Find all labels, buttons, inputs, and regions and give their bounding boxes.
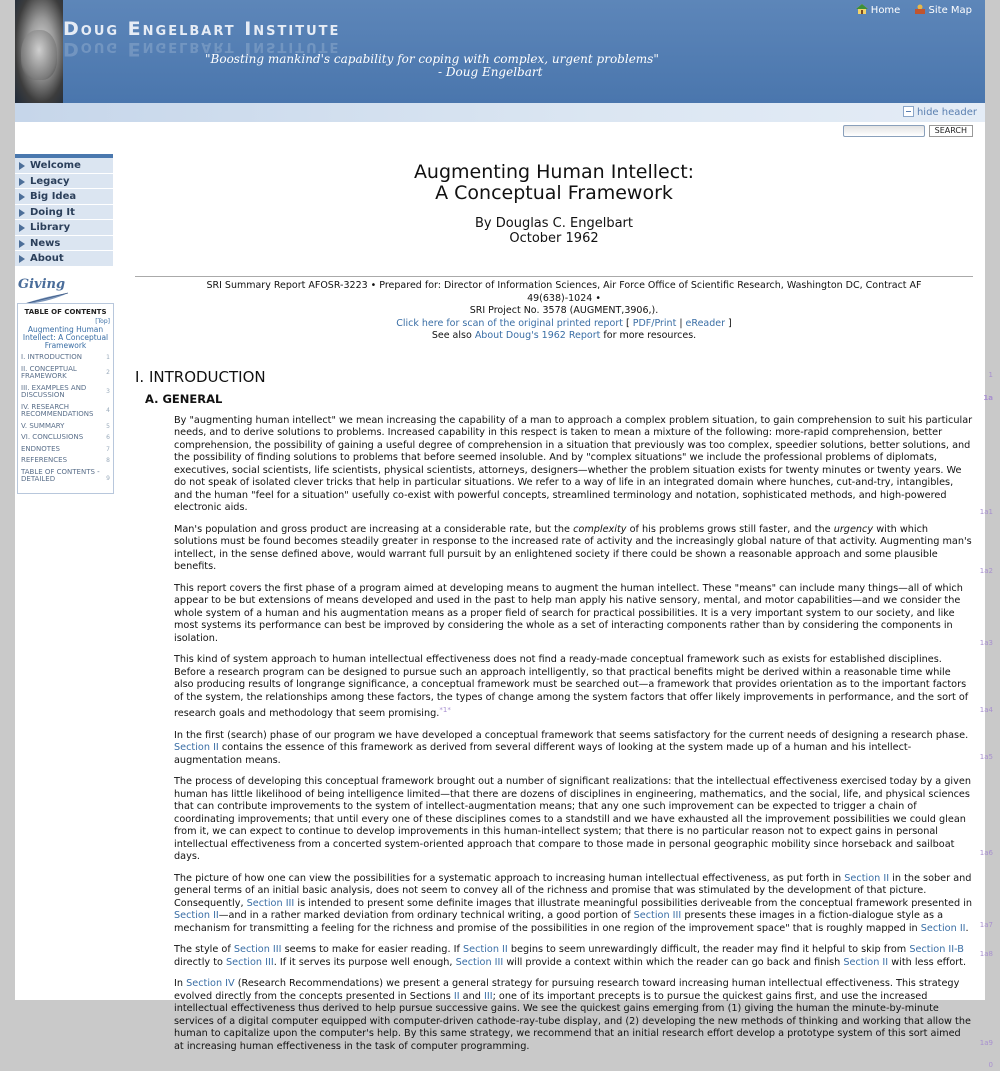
text: The picture of how one can view the possibilities for a systematic approach to increasing human intellectual effectiveness, as put forth in xyxy=(174,872,842,884)
title-line-2: A Conceptual Framework xyxy=(435,182,673,204)
nav-arrow-icon xyxy=(19,255,25,263)
resource-links: Click here for scan of the original printed report [ PDF/Print | eReader ] xyxy=(396,317,732,329)
search-bar xyxy=(843,125,973,137)
site-logo[interactable]: Doug Engelbart Institute xyxy=(63,18,341,40)
section-link[interactable]: Section III xyxy=(633,910,682,922)
toc-item-number: 5 xyxy=(106,422,110,430)
pdf-link[interactable]: PDF/Print xyxy=(632,317,677,329)
section-link[interactable]: Section III xyxy=(226,956,274,968)
toc-item-label: ENDNOTES xyxy=(21,444,60,453)
paragraph xyxy=(174,944,993,969)
para-number[interactable]: 0 xyxy=(988,1060,993,1069)
site-logo-reflection: Doug Engelbart Institute xyxy=(63,38,341,60)
hide-header-label: hide header xyxy=(916,107,977,118)
toc-item-label: REFERENCES xyxy=(21,456,68,464)
nav-label: Library xyxy=(30,222,71,233)
toc-item-number: 8 xyxy=(106,457,110,464)
toc-title: TABLE OF CONTENTS xyxy=(24,308,107,316)
toc-item[interactable] xyxy=(21,446,110,454)
header-subbar xyxy=(15,103,985,122)
engelbart-photo xyxy=(15,0,63,103)
paragraph xyxy=(174,729,993,768)
nav-item-legacy[interactable] xyxy=(15,174,113,190)
toc-item-number: 6 xyxy=(106,434,110,441)
search-button[interactable]: SEARCH xyxy=(929,125,973,137)
section-link[interactable]: Section II xyxy=(462,944,508,956)
toc-item[interactable] xyxy=(21,457,110,465)
document-title xyxy=(135,162,973,204)
nav-item-news[interactable] xyxy=(15,236,113,252)
nav-arrow-icon xyxy=(19,193,25,201)
para-number[interactable]: 1a9 xyxy=(979,1038,993,1047)
para-number[interactable]: 1a4 xyxy=(979,706,993,715)
collapse-icon xyxy=(903,106,914,117)
toc-item-label: TABLE OF CONTENTS - DETAILED xyxy=(21,467,100,483)
emphasis: complexity xyxy=(573,523,627,535)
text: directly to xyxy=(174,956,223,968)
nav-item-big-idea[interactable] xyxy=(15,189,113,205)
table-of-contents xyxy=(17,303,114,494)
toc-item[interactable] xyxy=(21,404,110,419)
toc-item[interactable] xyxy=(21,434,110,442)
subsection-title: A. GENERAL xyxy=(145,391,223,406)
date: October 1962 xyxy=(509,231,599,246)
search-input[interactable] xyxy=(843,125,925,137)
text: will provide a context within which the reader can go back and finish xyxy=(506,956,841,968)
para-number[interactable]: 1a xyxy=(983,393,993,402)
section-link[interactable]: Section III xyxy=(233,944,282,956)
toc-list xyxy=(21,354,110,484)
author: By Douglas C. Engelbart xyxy=(475,216,633,231)
toc-item[interactable] xyxy=(21,354,110,362)
paragraph-text: This kind of system approach to human intellectual effectiveness does not find a ready-made conceptual framework such as exists for established disciplines. Before a research program can be designed to pursue such an approach intelligently, so that practical benefits might be derived within a reasonable time while also producing results of longrange significance, a conceptual framework must be searched out—a framework that provides orientation as to the important factors of the system, the relationships among these factors, the types of change among the system factors that offer likely improvements in performance, and the sort of research goals and methodology that seem promising. xyxy=(174,654,969,720)
paragraph-text: This report covers the first phase of a program aimed at developing means to augment the human intellect. These "means" can include many things—all of which appear to be but extensions of means developed and used in the past to help man apply his native sensory, mental, and motor capabilities—and we consider the whole system of a human and his augmentation means as a proper field of search for practical possibilities. It is a very important system to our society, and like most systems its performance can best be improved by considering the whole as a set of interacting components rather than by considering the components in isolation. xyxy=(174,582,963,644)
meta-line-1: SRI Summary Report AFOSR-3223 • Prepared for: Director of Information Sciences, Air Force Office of Scientific Research, Washington DC, Contract AF 49(638)-1024 • xyxy=(206,280,922,304)
home-link-label: Home xyxy=(870,5,901,16)
text: with less effort. xyxy=(891,956,967,968)
toc-item[interactable] xyxy=(21,469,110,484)
hide-header-toggle[interactable] xyxy=(903,106,977,118)
text: In the first (search) phase of our program we have developed a conceptual framework that seems satisfactory for the current needs of designing a research phase. xyxy=(174,729,969,741)
site-map-icon xyxy=(914,4,926,14)
para-number[interactable]: 1a7 xyxy=(979,920,993,929)
meta-line-2: SRI Project No. 3578 (AUGMENT,3906,). xyxy=(469,305,659,316)
section-link[interactable]: Section II xyxy=(174,910,219,922)
section-title: I. INTRODUCTION xyxy=(135,367,266,386)
nav-arrow-icon xyxy=(19,224,25,232)
top-links xyxy=(846,4,972,16)
section-link[interactable]: Section IV xyxy=(186,978,235,990)
toc-item-label: IV. RESEARCH RECOMMENDATIONS xyxy=(21,402,94,418)
section-link[interactable]: Section II xyxy=(844,872,890,884)
nav-label: Big Idea xyxy=(30,191,77,202)
site-header xyxy=(15,0,985,103)
text: In xyxy=(174,978,183,990)
toc-item[interactable] xyxy=(21,423,110,431)
toc-item-number: 1 xyxy=(106,354,110,361)
toc-item[interactable] xyxy=(21,385,110,400)
section-link[interactable]: Section II xyxy=(920,922,966,934)
nav-arrow-icon xyxy=(19,178,25,186)
para-number[interactable]: 1a3 xyxy=(979,638,993,647)
text: (Research Recommendations) we present a general strategy for pursuing research toward increasing human intellectual effectiveness. This strategy evolved directly from the concepts presented in Sections xyxy=(174,978,960,1002)
subsection-heading xyxy=(145,391,993,406)
toc-item-label: V. SUMMARY xyxy=(21,421,65,430)
nav-label: News xyxy=(30,237,61,249)
about-report-link[interactable]: About Doug's 1962 Report xyxy=(474,330,601,341)
paragraph-text: The process of developing this conceptual framework brought out a number of significant realizations: that the intellectual effectiveness exercised today by a given human has little likelihood of being intelligence limited—that there are dozens of disciplines in engineering, mathematics, and the social, life, and physical sciences that can contribute improvements to the system of intellect-augmentation means; that any one such improvement can be expected to trigger a chain of coordinating improvements; that until every one of these disciplines comes to a standstill and we have exhausted all the improvement possibilities we could glean from it, we can expect to continue to develop improvements in this human-intellect system; that there is no particular reason not to expect gains in personal intellectual effectiveness from a concerted system-oriented approach that compare to those made in personal geographic mobility since horseback and sailboat days. xyxy=(174,776,971,863)
nav-arrow-icon xyxy=(19,209,25,217)
section-link[interactable]: Section II xyxy=(174,742,219,754)
paragraph xyxy=(174,654,993,721)
paragraph xyxy=(174,978,993,1053)
toc-item-number: 3 xyxy=(106,387,110,395)
nav-item-welcome[interactable] xyxy=(15,158,113,174)
nav-label: Legacy xyxy=(30,175,70,187)
text: —and in a rather marked deviation from ordinary technical writing, a good portion of xyxy=(218,910,631,922)
toc-item-number: 9 xyxy=(106,474,110,482)
text: begins to seem unrewardingly difficult, the reader may find it helpful to skip from xyxy=(510,944,907,956)
text: The style of xyxy=(174,944,231,956)
nav-item-doing-it[interactable] xyxy=(15,205,113,221)
header-quote xyxy=(205,53,659,79)
section-link[interactable]: Section III xyxy=(246,897,295,909)
paragraph xyxy=(174,776,993,864)
site-map-link[interactable] xyxy=(914,5,972,16)
see-also-pre: See also xyxy=(431,330,472,341)
toc-item-label: II. CONCEPTUAL FRAMEWORK xyxy=(21,364,77,380)
section-link[interactable]: Section II-B xyxy=(909,944,964,956)
ereader-link[interactable]: eReader xyxy=(685,317,726,329)
paragraph-text: By "augmenting human intellect" we mean increasing the capability of a man to approach a complex problem situation, to gain comprehension to suit his particular needs, and to derive solutions to problems. Increased capability in this respect is taken to mean a mixture of the following: more-rapid comprehension, better comprehension, the possibility of gaining a useful degree of comprehension in a situation that previously was too complex, speedier solutions, better solutions, and the possibility of finding solutions to problems that before seemed insoluble. And by "complex situations" we include the professional problems of diplomats, executives, social scientists, life scientists, physical scientists, attorneys, designers—whether the problem situation exists for twenty minutes or twenty years. We do not speak of isolated clever tricks that help in particular situations. We refer to a way of life in an integrated domain where hunches, cut-and-try, intangibles, and the human "feel for a situation" usefully co-exist with powerful concepts, streamlined terminology and notation, sophisticated methods, and high-powered electronic aids. xyxy=(174,414,973,513)
toc-item-label: III. EXAMPLES AND DISCUSSION xyxy=(21,383,87,399)
paragraph xyxy=(174,582,993,647)
text: with which solutions must be found becomes steadily greater in response to the increased rate of activity and the increasingly global nature of that activity. Augmenting man's intellect, in the sense defined above, would warrant full pursuit by an enlightened society if there could be shown a reasonable approach and some plausible benefits. xyxy=(174,523,972,572)
toc-item-number: 2 xyxy=(106,368,110,376)
footnote-link[interactable]: *1* xyxy=(439,706,451,714)
scan-link[interactable]: Click here for scan of the original printed report xyxy=(396,317,623,329)
text: of his problems grows still faster, and the xyxy=(629,523,831,535)
title-line-1: Augmenting Human Intellect: xyxy=(413,161,695,183)
toc-item-label: VI. CONCLUSIONS xyxy=(21,433,84,441)
quote-text: "Boosting mankind's capability for coping with complex, urgent problems" xyxy=(205,52,659,66)
text: ; one of its important precepts is to pursue the quickest gains first, and use the increased intellectual effectiveness thus derived to help pursue successive gains. We see the quickest gains emerging from (1) giving the human the minute-by-minute services of a digital computer equipped with computer-driven cathode-ray-tube display, and (2) developing the new methods of thinking and working that allow the human to capitalize upon the computer's help. By this same strategy, we recommend that an initial research effort develop a prototype system of this sort aimed at increasing human effectiveness in the task of computer programming. xyxy=(174,990,971,1052)
para-number[interactable]: 1a6 xyxy=(979,849,993,858)
section-link[interactable]: Section III xyxy=(455,956,504,968)
text: . If it serves its purpose well enough, xyxy=(273,956,453,968)
site-map-link-label: Site Map xyxy=(928,5,972,16)
text: seems to make for easier reading. If xyxy=(284,944,460,956)
giving-banner[interactable] xyxy=(18,277,112,297)
main-content xyxy=(135,160,993,1069)
document-byline xyxy=(135,216,973,246)
nav-label: Doing It xyxy=(30,206,75,218)
see-also xyxy=(195,330,933,343)
text: Man's population and gross product are increasing at a considerable rate, but the xyxy=(174,523,570,535)
toc-document-link[interactable]: Augmenting Human Intellect: A Conceptual Framework xyxy=(22,325,109,350)
home-link[interactable] xyxy=(856,5,904,16)
nav-arrow-icon xyxy=(19,162,25,170)
nav-item-library[interactable] xyxy=(15,220,113,236)
see-also-post: for more resources. xyxy=(603,330,697,341)
main-nav xyxy=(15,154,113,267)
text: . xyxy=(965,922,969,934)
paragraph xyxy=(174,872,993,936)
giving-label: Giving xyxy=(18,277,66,292)
section-heading xyxy=(135,367,993,386)
toc-item-number: 4 xyxy=(106,406,110,414)
para-number[interactable]: 1 xyxy=(988,370,993,379)
toc-item-number: 7 xyxy=(106,445,110,453)
section-link[interactable]: III xyxy=(484,990,493,1002)
para-number[interactable]: 1a2 xyxy=(979,567,993,575)
paragraph xyxy=(174,523,993,575)
toc-item-label: I. INTRODUCTION xyxy=(21,353,82,361)
section-link[interactable]: Section II xyxy=(843,956,889,968)
text: in the sober and general terms of an initial basic analysis, does not seem to convey all of the richness and promise that was stimulated by the development of that picture. Consequently, xyxy=(174,872,972,909)
para-number[interactable]: 1a8 xyxy=(979,950,993,959)
home-icon xyxy=(856,4,868,14)
para-number[interactable]: 1a5 xyxy=(979,752,993,761)
para-number[interactable]: 1a1 xyxy=(979,508,993,516)
text: presents these images in a fiction-dialogue style as a mechanism for transmitting a feeling for the richness and promise of the possibilities in one region of the improvement space" that is roughly mapped in xyxy=(174,910,944,934)
paragraph xyxy=(174,414,993,516)
nav-item-about[interactable] xyxy=(15,251,113,267)
nav-label: About xyxy=(30,253,64,264)
nav-label: Welcome xyxy=(30,160,81,171)
section-link[interactable]: II xyxy=(453,990,460,1002)
emphasis: urgency xyxy=(833,523,874,535)
text: is intended to present some definite images that illustrate meaningful possibilities deriveable from the conceptual framework presented in xyxy=(297,897,973,909)
quote-attribution: - Doug Engelbart xyxy=(438,65,543,79)
toc-top-link[interactable]: [Top] xyxy=(95,318,110,325)
text: contains the essence of this framework as derived from several different ways of looking at the system made up of a human and his intellect-augmentation means. xyxy=(174,742,912,766)
page xyxy=(15,0,993,1069)
text: and xyxy=(462,990,481,1002)
divider xyxy=(135,276,973,277)
toc-item[interactable] xyxy=(21,366,110,381)
nav-arrow-icon xyxy=(19,240,25,248)
